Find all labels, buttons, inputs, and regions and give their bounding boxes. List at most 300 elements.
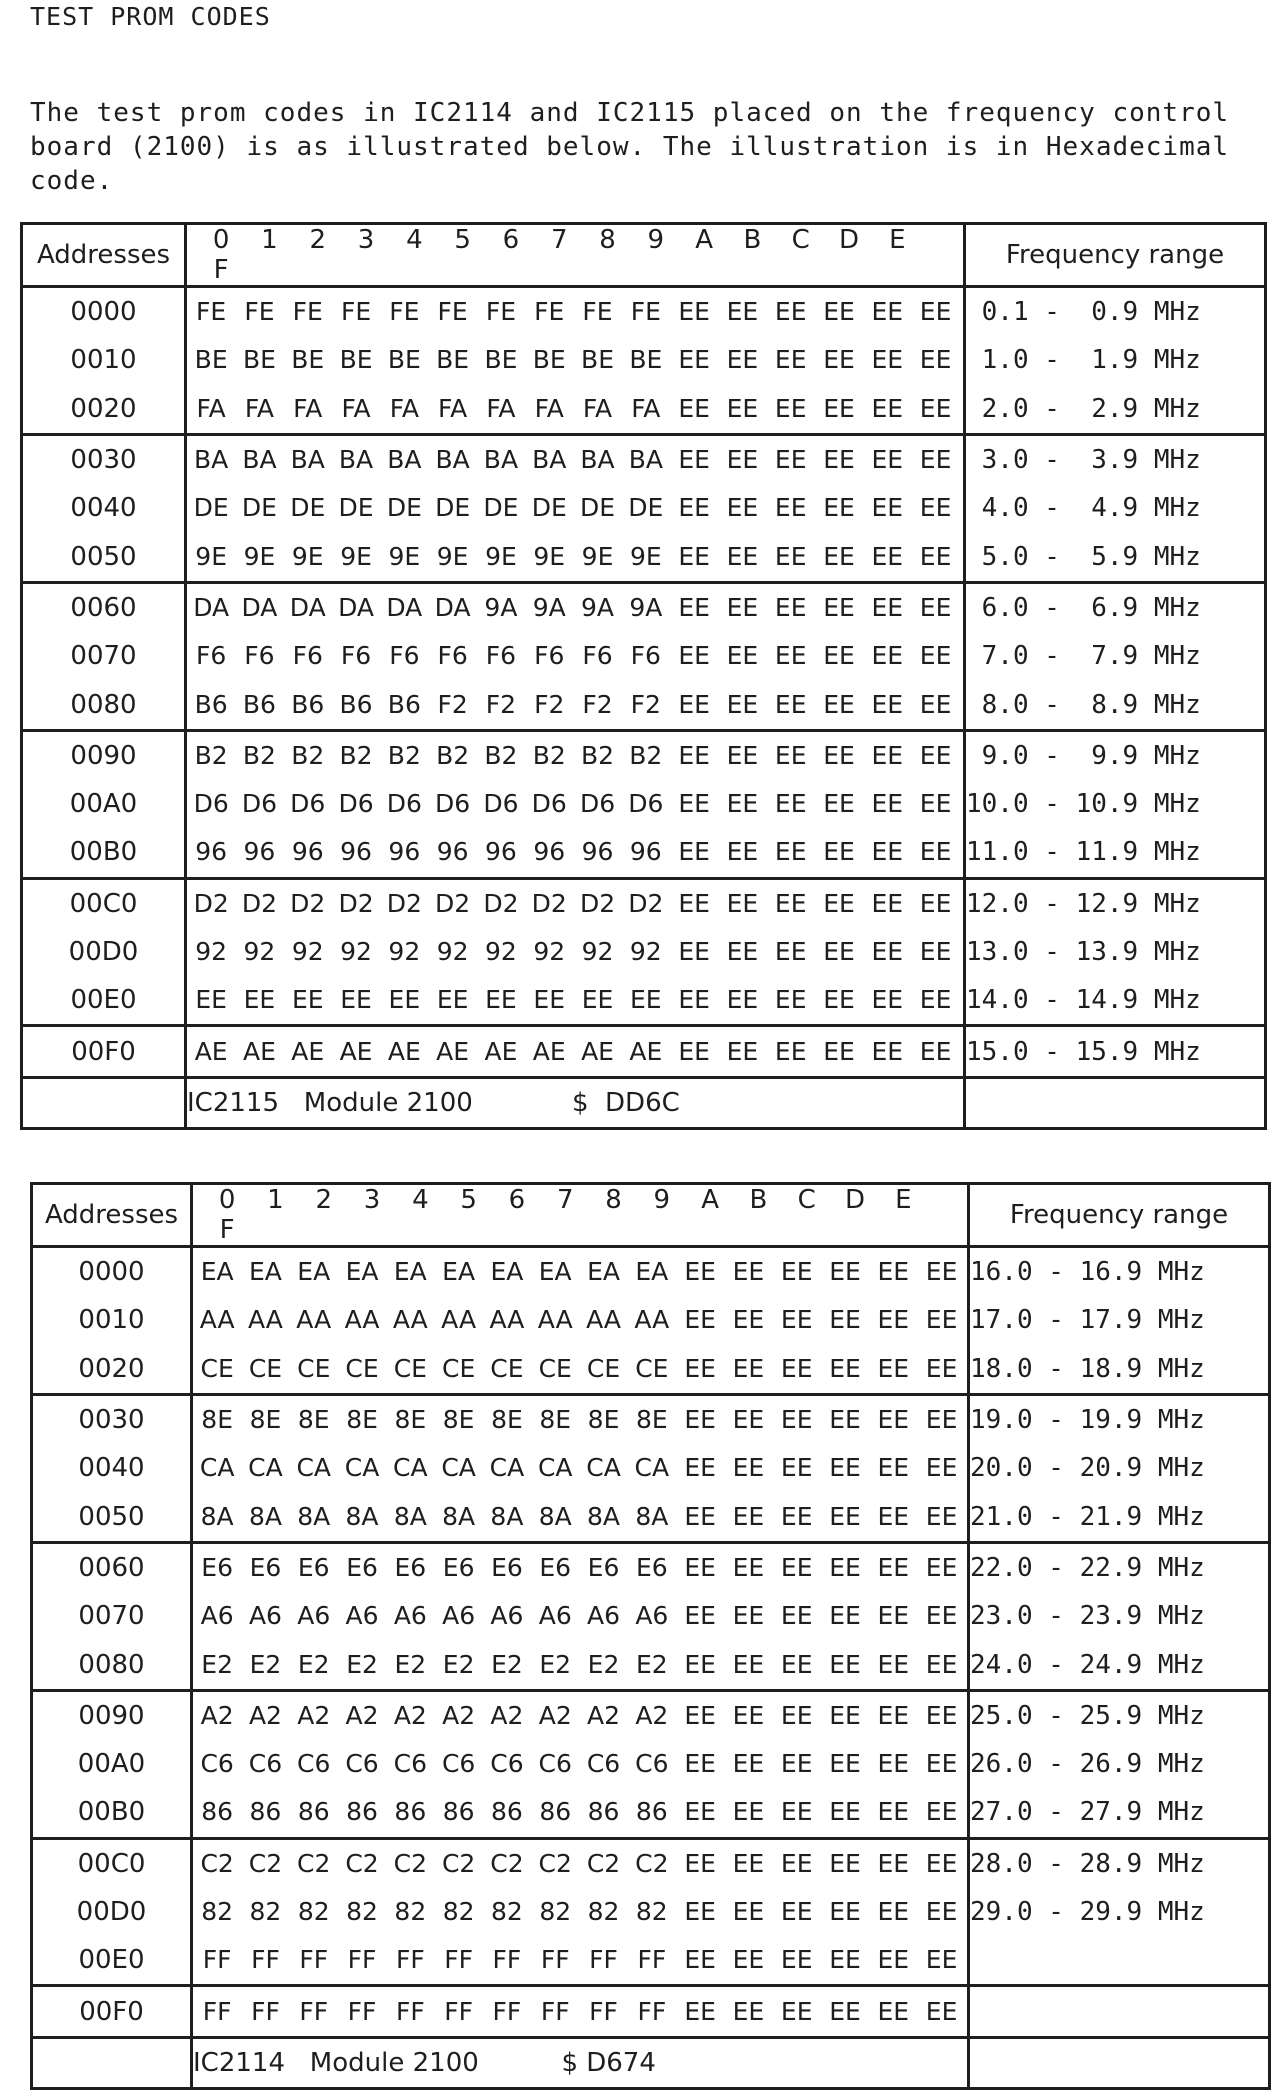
hex-value: EE bbox=[780, 1453, 813, 1483]
hex-value: C6 bbox=[297, 1749, 331, 1779]
hex-value: 92 bbox=[388, 937, 421, 966]
hex-value: EE bbox=[829, 1353, 861, 1383]
hex-value: EE bbox=[780, 1996, 813, 2026]
hex-value: E2 bbox=[587, 1649, 620, 1679]
hex-value: F6 bbox=[340, 641, 372, 671]
hex-value: A2 bbox=[297, 1700, 331, 1730]
hex-value: B2 bbox=[484, 740, 518, 770]
address-cell: 00C0 bbox=[32, 1838, 192, 1888]
hex-value: 86 bbox=[491, 1797, 523, 1827]
hex-value: EE bbox=[774, 740, 807, 770]
table-row bbox=[32, 1345, 1270, 1395]
hex-value: 92 bbox=[581, 937, 614, 966]
hex-value: EE bbox=[732, 1305, 765, 1335]
hex-value: FF bbox=[492, 1945, 522, 1975]
column-header: 1 bbox=[267, 1185, 284, 1215]
hex-value: C6 bbox=[490, 1749, 524, 1779]
hex-value: C6 bbox=[393, 1749, 428, 1779]
hex-value: 8E bbox=[539, 1405, 572, 1435]
hex-cells bbox=[192, 1986, 969, 2037]
hex-value: EE bbox=[684, 1601, 716, 1631]
hex-value: EE bbox=[871, 740, 904, 770]
hex-value: EE bbox=[919, 445, 952, 475]
hex-value: BA bbox=[532, 445, 567, 475]
hex-value: EE bbox=[871, 541, 904, 571]
hex-value: F2 bbox=[485, 689, 517, 719]
column-header: E bbox=[889, 225, 906, 255]
column-header: B bbox=[749, 1185, 768, 1215]
hex-value: FF bbox=[589, 1945, 618, 1975]
hex-value: C6 bbox=[345, 1749, 379, 1779]
hex-value: EE bbox=[925, 1552, 958, 1582]
table-row bbox=[32, 1247, 1270, 1297]
table-row bbox=[32, 1838, 1270, 1888]
hex-value: EE bbox=[925, 1996, 958, 2026]
hex-value: 82 bbox=[346, 1897, 378, 1926]
hex-value: 82 bbox=[297, 1897, 330, 1926]
hex-value: EE bbox=[871, 641, 904, 671]
hex-value: FA bbox=[486, 393, 516, 423]
address-cell: 0070 bbox=[32, 1592, 192, 1640]
hex-value: 9E bbox=[243, 541, 276, 571]
hex-value: 86 bbox=[394, 1797, 427, 1827]
hex-value: D2 bbox=[483, 888, 519, 918]
hex-value: EE bbox=[732, 1601, 765, 1631]
hex-value: AE bbox=[387, 1036, 421, 1066]
hex-value: D6 bbox=[579, 789, 616, 819]
hex-value: 9A bbox=[532, 592, 566, 622]
hex-value: DA bbox=[289, 592, 326, 622]
hex-value: FF bbox=[202, 1996, 232, 2026]
column-header: 1 bbox=[261, 225, 278, 255]
hex-value: FF bbox=[637, 1996, 667, 2026]
frequency-range: 11.0 - 11.9 MHz bbox=[965, 828, 1266, 878]
hex-value: EE bbox=[780, 1649, 813, 1679]
column-header: 7 bbox=[550, 225, 568, 255]
address-cell: 00D0 bbox=[22, 928, 186, 976]
hex-value: FE bbox=[485, 297, 517, 327]
hex-value: BA bbox=[580, 445, 615, 475]
hex-cells bbox=[192, 1936, 969, 1986]
hex-value: C6 bbox=[441, 1749, 476, 1779]
hex-value: C2 bbox=[538, 1848, 572, 1878]
hex-value: EE bbox=[243, 985, 276, 1015]
hex-value: 8E bbox=[587, 1405, 620, 1435]
hex-value: FE bbox=[389, 297, 420, 327]
hex-value: EE bbox=[877, 1700, 910, 1730]
hex-value: EE bbox=[919, 1036, 952, 1066]
hex-value: 96 bbox=[485, 837, 517, 867]
hex-value: A6 bbox=[490, 1601, 524, 1631]
hex-value: 82 bbox=[201, 1897, 234, 1926]
prom-table-ic2115 bbox=[20, 222, 1267, 1130]
hex-value: AE bbox=[532, 1036, 566, 1066]
hex-value: FA bbox=[244, 393, 275, 423]
hex-value: AA bbox=[296, 1305, 332, 1335]
hex-value: DA bbox=[386, 592, 423, 622]
hex-value: EE bbox=[925, 1601, 958, 1631]
frequency-range: 13.0 - 13.9 MHz bbox=[965, 928, 1266, 976]
hex-value: EA bbox=[297, 1257, 331, 1287]
hex-value: 82 bbox=[491, 1897, 523, 1926]
hex-value: DE bbox=[435, 493, 471, 523]
hex-value: EE bbox=[823, 592, 855, 622]
column-header: 4 bbox=[412, 1185, 429, 1215]
table-row bbox=[32, 1888, 1270, 1936]
hex-value: EE bbox=[919, 297, 952, 327]
hex-value: 86 bbox=[635, 1797, 668, 1827]
address-cell: 0040 bbox=[32, 1444, 192, 1492]
hex-value: EE bbox=[684, 1700, 716, 1730]
hex-value: C2 bbox=[345, 1848, 379, 1878]
hex-value: EE bbox=[823, 1036, 855, 1066]
hex-value: B2 bbox=[436, 740, 470, 770]
hex-value: EE bbox=[823, 297, 855, 327]
address-cell: 0010 bbox=[22, 336, 186, 384]
hex-cells bbox=[192, 1492, 969, 1542]
hex-value: EE bbox=[780, 1552, 813, 1582]
hex-value: FE bbox=[582, 297, 613, 327]
address-cell: 0090 bbox=[32, 1690, 192, 1740]
hex-value: FA bbox=[293, 393, 323, 423]
hex-value: EE bbox=[678, 393, 710, 423]
table-row bbox=[22, 680, 1266, 730]
hex-value: D2 bbox=[628, 888, 664, 918]
hex-value: CE bbox=[490, 1353, 524, 1383]
hex-value: EE bbox=[829, 1649, 861, 1679]
address-cell: 0030 bbox=[22, 434, 186, 484]
hex-value: EE bbox=[780, 1257, 813, 1287]
intro-line: board (2100) is as illustrated below. The illustration is in Hexadecimal bbox=[30, 132, 1230, 162]
hex-value: C2 bbox=[586, 1848, 621, 1878]
hex-cells bbox=[192, 1394, 969, 1444]
hex-value: EE bbox=[877, 1501, 910, 1531]
hex-value: EE bbox=[823, 888, 855, 918]
hex-value: EE bbox=[726, 937, 759, 966]
hex-value: CA bbox=[248, 1453, 283, 1483]
hex-value: A2 bbox=[248, 1700, 282, 1730]
column-header: 9 bbox=[647, 225, 665, 255]
hex-value: BE bbox=[484, 345, 518, 375]
hex-value: EE bbox=[485, 985, 517, 1015]
hex-value: 96 bbox=[388, 837, 421, 867]
hex-value: D6 bbox=[241, 789, 278, 819]
table-row bbox=[32, 1296, 1270, 1344]
hex-value: AA bbox=[537, 1305, 573, 1335]
hex-value: FA bbox=[534, 393, 564, 423]
hex-value: FF bbox=[347, 1945, 377, 1975]
frequency-range: 6.0 - 6.9 MHz bbox=[965, 582, 1266, 632]
hex-value: EE bbox=[726, 641, 759, 671]
hex-value: F2 bbox=[534, 689, 565, 719]
hex-value: FE bbox=[340, 297, 372, 327]
page-title: TEST PROM CODES bbox=[30, 2, 271, 31]
address-cell: 0040 bbox=[22, 484, 186, 532]
hex-value: EE bbox=[678, 1036, 710, 1066]
frequency-range: 29.0 - 29.9 MHz bbox=[969, 1888, 1270, 1936]
hex-value: EE bbox=[871, 1036, 904, 1066]
frequency-range: 1.0 - 1.9 MHz bbox=[965, 336, 1266, 384]
hex-value: 8A bbox=[490, 1501, 524, 1531]
hex-value: EE bbox=[877, 1601, 910, 1631]
hex-value: EE bbox=[732, 1453, 765, 1483]
hex-value: EE bbox=[823, 689, 855, 719]
hex-value: EE bbox=[678, 937, 710, 966]
frequency-range: 0.1 - 0.9 MHz bbox=[965, 287, 1266, 337]
table-row bbox=[22, 878, 1266, 928]
hex-value: FE bbox=[630, 297, 661, 327]
hex-value: EE bbox=[919, 641, 952, 671]
hex-value: EE bbox=[732, 1405, 765, 1435]
hex-value: 8A bbox=[442, 1501, 476, 1531]
table-row bbox=[22, 1026, 1266, 1077]
frequency-range: 26.0 - 26.9 MHz bbox=[969, 1740, 1270, 1788]
hex-value: EE bbox=[780, 1897, 813, 1926]
hex-value: D2 bbox=[241, 888, 278, 918]
hex-value: 8E bbox=[442, 1405, 475, 1435]
hex-value: A6 bbox=[248, 1601, 282, 1631]
address-cell: 0070 bbox=[22, 632, 186, 680]
hex-value: F2 bbox=[582, 689, 613, 719]
hex-value: FA bbox=[341, 393, 371, 423]
ic-label: IC2114 bbox=[193, 2047, 285, 2078]
hex-value: FF bbox=[540, 1996, 570, 2026]
hex-value: E2 bbox=[394, 1649, 427, 1679]
hex-value: D2 bbox=[386, 888, 422, 918]
checksum-label: $ DD6C bbox=[571, 1087, 680, 1118]
column-header: B bbox=[743, 225, 762, 255]
hex-value: F2 bbox=[630, 689, 661, 719]
column-header: C bbox=[797, 1185, 816, 1215]
hex-value: EE bbox=[780, 1945, 813, 1975]
hex-value: EA bbox=[393, 1257, 427, 1287]
hex-value: EE bbox=[678, 888, 710, 918]
hex-value: EE bbox=[829, 1405, 861, 1435]
hex-value: EE bbox=[774, 888, 807, 918]
hex-value: 86 bbox=[346, 1797, 378, 1827]
hex-value: EE bbox=[871, 592, 904, 622]
hex-value: EE bbox=[877, 1649, 910, 1679]
hex-value: EE bbox=[684, 1305, 716, 1335]
footer-row bbox=[22, 1077, 1266, 1128]
hex-value: D2 bbox=[531, 888, 567, 918]
hex-value: EE bbox=[780, 1797, 813, 1827]
hex-value: C2 bbox=[248, 1848, 283, 1878]
hex-value: BE bbox=[194, 345, 228, 375]
footer-blank bbox=[969, 2037, 1270, 2088]
hex-value: AE bbox=[339, 1036, 373, 1066]
hex-value: F6 bbox=[534, 641, 565, 671]
hex-value: EE bbox=[925, 1405, 958, 1435]
hex-value: EE bbox=[732, 1945, 765, 1975]
hex-value: EE bbox=[919, 837, 952, 867]
frequency-range: 4.0 - 4.9 MHz bbox=[965, 484, 1266, 532]
hex-value: CE bbox=[538, 1353, 572, 1383]
column-headers bbox=[186, 224, 965, 287]
hex-value: 8E bbox=[297, 1405, 330, 1435]
hex-value: EE bbox=[732, 1501, 765, 1531]
table-row bbox=[32, 1542, 1270, 1592]
hex-cells bbox=[192, 1888, 969, 1936]
table-row bbox=[22, 434, 1266, 484]
hex-value: BE bbox=[387, 345, 421, 375]
hex-value: EA bbox=[538, 1257, 572, 1287]
hex-value: EE bbox=[630, 985, 662, 1015]
frequency-range: 21.0 - 21.9 MHz bbox=[969, 1492, 1270, 1542]
hex-value: 92 bbox=[629, 937, 662, 966]
hex-value: BE bbox=[629, 345, 663, 375]
column-header: 8 bbox=[599, 225, 616, 255]
hex-value: EE bbox=[919, 345, 952, 375]
table-row bbox=[32, 1690, 1270, 1740]
hex-value: EE bbox=[919, 541, 952, 571]
hex-value: 9A bbox=[484, 592, 518, 622]
column-header: 5 bbox=[460, 1185, 477, 1215]
hex-value: B2 bbox=[242, 740, 276, 770]
hex-value: EE bbox=[732, 1749, 765, 1779]
hex-value: EE bbox=[829, 1601, 861, 1631]
hex-value: D6 bbox=[628, 789, 664, 819]
hex-value: EE bbox=[684, 1453, 716, 1483]
hex-value: EE bbox=[780, 1305, 813, 1335]
column-header: 0 bbox=[218, 1185, 236, 1215]
hex-value: EE bbox=[581, 985, 614, 1015]
hex-value: EE bbox=[726, 345, 759, 375]
hex-value: EA bbox=[248, 1257, 282, 1287]
hex-value: AA bbox=[247, 1305, 283, 1335]
hex-value: B2 bbox=[387, 740, 421, 770]
frequency-range: 17.0 - 17.9 MHz bbox=[969, 1296, 1270, 1344]
frequency-range: 22.0 - 22.9 MHz bbox=[969, 1542, 1270, 1592]
address-cell: 0060 bbox=[32, 1542, 192, 1592]
hex-value: EE bbox=[829, 1700, 861, 1730]
hex-value: EE bbox=[823, 345, 855, 375]
hex-value: CE bbox=[248, 1353, 283, 1383]
hex-value: 82 bbox=[539, 1897, 572, 1926]
hex-value: CE bbox=[635, 1353, 669, 1383]
hex-value: D6 bbox=[290, 789, 326, 819]
column-header: 8 bbox=[605, 1185, 622, 1215]
module-label: Module 2100 bbox=[309, 2047, 479, 2078]
hex-value: EE bbox=[877, 1945, 910, 1975]
hex-value: DE bbox=[580, 493, 616, 523]
hex-value: 9A bbox=[581, 592, 615, 622]
hex-value: FF bbox=[347, 1996, 377, 2026]
hex-value: EE bbox=[678, 740, 710, 770]
hex-cells bbox=[192, 1592, 969, 1640]
hex-value: CA bbox=[489, 1453, 525, 1483]
hex-value: EE bbox=[678, 345, 710, 375]
hex-value: EE bbox=[823, 445, 855, 475]
hex-value: EE bbox=[726, 592, 759, 622]
hex-value: D6 bbox=[531, 789, 567, 819]
hex-value: EE bbox=[684, 1996, 716, 2026]
hex-cells bbox=[186, 336, 965, 384]
hex-value: EE bbox=[919, 592, 952, 622]
hex-value: EE bbox=[774, 493, 807, 523]
column-header: 4 bbox=[406, 225, 423, 255]
address-cell: 00F0 bbox=[22, 1026, 186, 1077]
hex-value: AA bbox=[634, 1305, 670, 1335]
address-cell: 0080 bbox=[32, 1640, 192, 1690]
table-row bbox=[22, 484, 1266, 532]
hex-value: EE bbox=[871, 493, 904, 523]
table-row bbox=[22, 582, 1266, 632]
hex-value: EA bbox=[200, 1257, 234, 1287]
footer-info bbox=[192, 2037, 969, 2088]
hex-value: 86 bbox=[587, 1797, 620, 1827]
hex-value: EE bbox=[829, 1945, 861, 1975]
hex-value: A6 bbox=[345, 1601, 379, 1631]
hex-value: EE bbox=[877, 1848, 910, 1878]
hex-value: 96 bbox=[436, 837, 469, 867]
hex-value: AA bbox=[586, 1305, 621, 1335]
hex-value: BE bbox=[532, 345, 566, 375]
hex-value: AE bbox=[291, 1036, 325, 1066]
hex-value: BA bbox=[290, 445, 325, 475]
hex-value: EE bbox=[732, 1797, 765, 1827]
hex-value: EE bbox=[678, 837, 710, 867]
hex-value: E2 bbox=[249, 1649, 282, 1679]
hex-value: BE bbox=[339, 345, 373, 375]
hex-value: D6 bbox=[483, 789, 519, 819]
hex-value: E2 bbox=[491, 1649, 523, 1679]
hex-value: EE bbox=[877, 1552, 910, 1582]
table-row bbox=[22, 532, 1266, 582]
hex-value: EE bbox=[780, 1749, 813, 1779]
hex-value: BA bbox=[387, 445, 422, 475]
table-row bbox=[32, 1640, 1270, 1690]
hex-value: 86 bbox=[201, 1797, 234, 1827]
table-row bbox=[22, 976, 1266, 1026]
hex-value: EE bbox=[340, 985, 372, 1015]
hex-value: C6 bbox=[586, 1749, 621, 1779]
hex-value: EE bbox=[829, 1797, 861, 1827]
hex-cells bbox=[186, 632, 965, 680]
hex-value: 8E bbox=[394, 1405, 427, 1435]
hex-value: A2 bbox=[635, 1700, 669, 1730]
hex-value: CE bbox=[200, 1353, 234, 1383]
hex-value: 9E bbox=[291, 541, 324, 571]
address-cell: 0060 bbox=[22, 582, 186, 632]
table-row bbox=[22, 730, 1266, 780]
frequency-range: 15.0 - 15.9 MHz bbox=[965, 1026, 1266, 1077]
frequency-range-header: Frequency range bbox=[969, 1184, 1270, 1247]
hex-value: AE bbox=[581, 1036, 614, 1066]
footer-info bbox=[186, 1077, 965, 1128]
hex-value: CE bbox=[345, 1353, 379, 1383]
hex-value: A2 bbox=[587, 1700, 621, 1730]
frequency-range: 27.0 - 27.9 MHz bbox=[969, 1788, 1270, 1838]
header-row bbox=[22, 224, 1266, 287]
hex-value: EE bbox=[925, 1749, 958, 1779]
hex-value: B2 bbox=[580, 740, 615, 770]
hex-value: FF bbox=[444, 1945, 474, 1975]
hex-value: EE bbox=[829, 1552, 861, 1582]
hex-value: E6 bbox=[346, 1552, 378, 1582]
hex-value: EE bbox=[925, 1305, 958, 1335]
hex-cells bbox=[186, 287, 965, 337]
hex-value: FF bbox=[299, 1945, 329, 1975]
column-header: F bbox=[219, 1215, 235, 1245]
hex-value: EE bbox=[774, 789, 807, 819]
hex-value: E2 bbox=[635, 1649, 668, 1679]
hex-value: AE bbox=[242, 1036, 276, 1066]
hex-cells bbox=[192, 1740, 969, 1788]
hex-value: C6 bbox=[200, 1749, 234, 1779]
hex-value: EE bbox=[732, 1848, 765, 1878]
hex-value: DE bbox=[628, 493, 664, 523]
